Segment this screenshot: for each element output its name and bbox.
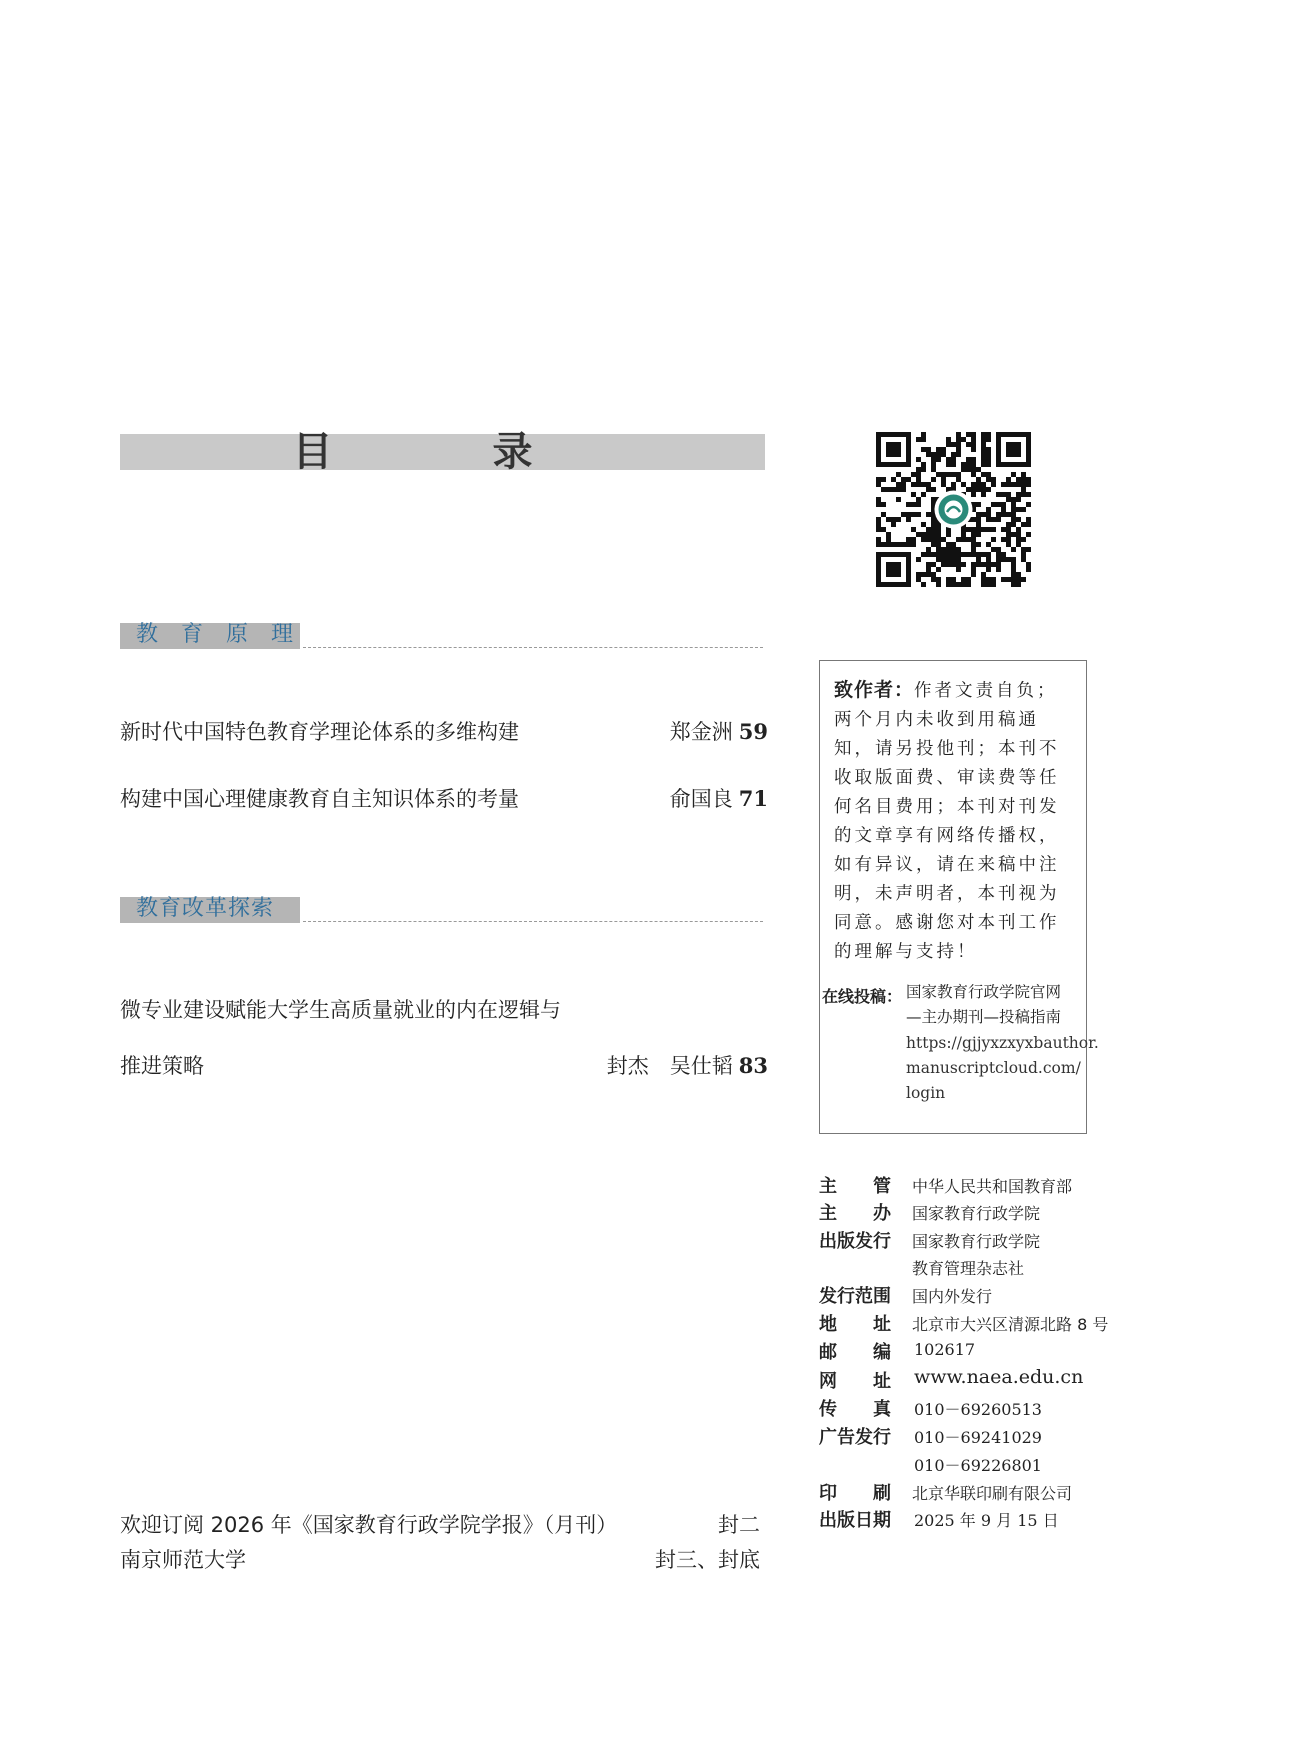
info-value: 北京华联印刷有限公司	[912, 1484, 1073, 1503]
notice-line: 的文章享有网络传播权，	[834, 826, 1060, 846]
notice-line: 何名目费用；本刊对刊发	[834, 797, 1060, 817]
info-value: 国家教育行政学院	[912, 1232, 1041, 1251]
info-label: 主 管	[819, 1176, 891, 1197]
article-page: 83	[738, 1053, 768, 1078]
notice-line: 的理解与支持！	[834, 942, 978, 962]
info-label: 邮 编	[819, 1342, 891, 1363]
section-heading: 教 育 原 理	[136, 622, 301, 647]
info-value: 010－69241029	[914, 1428, 1042, 1447]
notice-text: 作者文责自负；	[914, 681, 1058, 701]
info-label: 主 办	[819, 1203, 891, 1224]
notice-line: 如有异议，请在来稿中注	[834, 855, 1060, 875]
article-author-page	[560, 718, 768, 746]
info-label: 地 址	[819, 1314, 891, 1335]
info-value: 北京市大兴区清源北路 8 号	[912, 1315, 1109, 1334]
section-heading: 教育改革探索	[136, 896, 275, 921]
info-label: 发行范围	[819, 1286, 891, 1307]
notice-line: 收取版面费、审读费等任	[834, 768, 1060, 788]
notice-line: 两个月内未收到用稿通	[834, 710, 1039, 730]
info-value: 102617	[914, 1340, 976, 1359]
footer-location: 封二	[718, 1513, 760, 1537]
info-value: 010－69260513	[914, 1400, 1042, 1419]
info-label: 传 真	[819, 1399, 891, 1420]
notice-line	[834, 676, 1058, 706]
info-value: 国内外发行	[912, 1287, 993, 1306]
article-title[interactable]: 构建中国心理健康教育自主知识体系的考量	[120, 787, 519, 811]
info-value: 中华人民共和国教育部	[912, 1177, 1073, 1196]
footer-item[interactable]: 南京师范大学	[120, 1548, 246, 1572]
article-title[interactable]: 微专业建设赋能大学生高质量就业的内在逻辑与	[120, 998, 561, 1022]
article-title[interactable]: 新时代中国特色教育学理论体系的多维构建	[120, 720, 519, 744]
footer-location: 封三、封底	[655, 1548, 760, 1572]
info-value: 国家教育行政学院	[912, 1204, 1041, 1223]
website-link[interactable]: www.naea.edu.cn	[914, 1366, 1084, 1388]
info-label: 印 刷	[819, 1483, 891, 1504]
info-value: 010－69226801	[914, 1456, 1042, 1475]
info-label: 出版日期	[819, 1510, 891, 1531]
article-author: 封杰 吴仕韬	[606, 1054, 733, 1078]
notice-lead: 致作者：	[834, 679, 915, 701]
info-label: 广告发行	[819, 1427, 891, 1448]
toc-title: 目 录	[292, 429, 593, 475]
article-author: 俞国良	[669, 787, 733, 811]
online-submission-label: 在线投稿：	[822, 987, 903, 1006]
info-label: 网 址	[819, 1371, 891, 1392]
article-author: 郑金洲	[669, 720, 733, 744]
notice-line: 知，请另投他刊；本刊不	[834, 739, 1060, 759]
notice-line: 明，未声明者，本刊视为	[834, 884, 1060, 904]
qr-code-icon	[876, 432, 1031, 587]
article-page: 71	[738, 786, 768, 811]
info-value: 2025 年 9 月 15 日	[914, 1511, 1059, 1530]
article-author-page	[480, 1052, 768, 1080]
article-author-page	[560, 785, 768, 813]
article-page: 59	[738, 719, 768, 744]
online-submission-url[interactable]: https://gjjyxzxyxbauthor.	[906, 1034, 1099, 1052]
online-submission-url[interactable]: manuscriptcloud.com/	[906, 1059, 1081, 1077]
article-title-cont[interactable]: 推进策略	[120, 1054, 204, 1078]
info-value: 教育管理杂志社	[912, 1259, 1025, 1278]
section-divider	[303, 921, 763, 922]
section-divider	[303, 647, 763, 648]
online-submission-text: 国家教育行政学院官网	[906, 983, 1062, 1001]
info-label: 出版发行	[819, 1231, 891, 1252]
online-submission-url[interactable]: login	[906, 1084, 946, 1102]
notice-line: 同意。感谢您对本刊工作	[834, 913, 1060, 933]
footer-item[interactable]: 欢迎订阅 2026 年《国家教育行政学院学报》（月刊）	[120, 1513, 618, 1537]
online-submission-text: —主办期刊—投稿指南	[906, 1008, 1062, 1026]
